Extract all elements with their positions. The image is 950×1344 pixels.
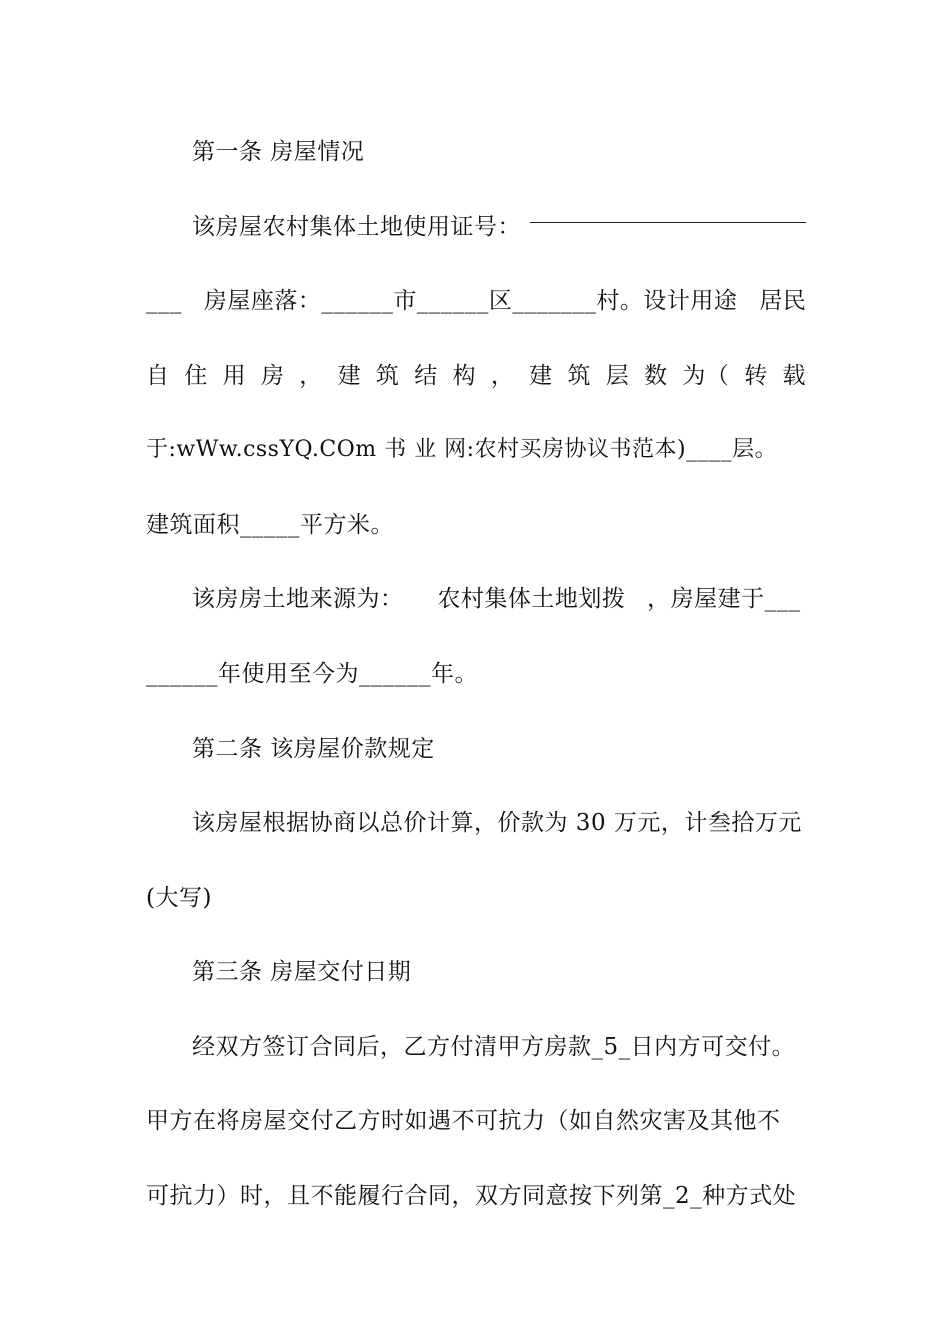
city-blank: ______ bbox=[321, 288, 394, 314]
structure-char: 层 bbox=[605, 363, 630, 389]
land-source-line bbox=[192, 584, 806, 614]
delivery-line-3: 可抗力）时，且不能履行合同，双方同意按下列第_2_种方式处 bbox=[146, 1183, 797, 1209]
built-year-blank-a: ___ bbox=[764, 586, 801, 612]
structure-char: 载 bbox=[782, 363, 806, 389]
floors-blank: ____ bbox=[686, 437, 733, 462]
cert-number-blank bbox=[530, 222, 806, 223]
floors-line bbox=[146, 435, 806, 465]
area-label: 建筑面积 bbox=[146, 512, 240, 538]
structure-char: 房 bbox=[260, 363, 285, 389]
structure-char: 数 bbox=[644, 363, 668, 389]
article2-heading: 第二条 该房屋价款规定 bbox=[192, 736, 435, 762]
structure-char: 结 bbox=[414, 363, 438, 389]
cert-number-label: 该房屋农村集体土地使用证号： bbox=[192, 214, 521, 240]
district-blank: ______ bbox=[416, 288, 489, 314]
structure-char: 为（ bbox=[682, 363, 730, 389]
use-years-label: 年使用至今为 bbox=[218, 661, 359, 687]
area-unit: 平方米。 bbox=[300, 512, 394, 538]
structure-char: 构 bbox=[452, 363, 476, 389]
land-source-value: 农村集体土地划拨 bbox=[437, 586, 626, 612]
structure-line bbox=[146, 361, 806, 391]
use-years-line bbox=[146, 659, 806, 689]
location-label: 房屋座落： bbox=[203, 288, 322, 314]
area-line bbox=[146, 510, 806, 540]
delivery-line-1: 经双方签订合同后，乙方付清甲方房款_5_日内方可交付。 bbox=[192, 1034, 796, 1060]
article1-heading: 第一条 房屋情况 bbox=[192, 139, 365, 165]
village-usage-label: 村。设计用途 bbox=[596, 288, 738, 314]
use-years-unit: 年。 bbox=[431, 661, 478, 687]
structure-char: ， bbox=[299, 363, 323, 389]
built-year-label: ，房屋建于 bbox=[647, 586, 765, 612]
city-label: 市 bbox=[393, 288, 417, 314]
area-blank: _____ bbox=[240, 512, 300, 538]
land-source-label: 该房房土地来源为： bbox=[192, 586, 404, 612]
delivery-line-2: 甲方在将房屋交付乙方时如遇不可抗力（如自然灾害及其他不 bbox=[146, 1108, 781, 1134]
price-line-2: (大写) bbox=[146, 885, 212, 911]
village-blank: _______ bbox=[512, 288, 597, 314]
structure-char: 筑 bbox=[567, 363, 591, 389]
source-note-text: 于:wWw.cssYQ.COm 书 业 网:农村买房协议书范本) bbox=[146, 437, 687, 462]
lead-blank: ___ bbox=[146, 288, 182, 314]
structure-char: 筑 bbox=[375, 363, 400, 389]
structure-char: ， bbox=[490, 363, 515, 389]
floors-unit: 层。 bbox=[732, 437, 778, 462]
location-line bbox=[146, 286, 806, 316]
structure-char: 建 bbox=[337, 363, 362, 389]
district-label: 区 bbox=[488, 288, 513, 314]
usage-value: 居民 bbox=[759, 288, 807, 314]
structure-char: 建 bbox=[529, 363, 553, 389]
structure-char: 住 bbox=[184, 363, 208, 389]
structure-char: 自 bbox=[146, 363, 170, 389]
structure-char: 转 bbox=[744, 363, 768, 389]
built-year-blank-b: ______ bbox=[146, 661, 218, 687]
use-years-blank: ______ bbox=[359, 661, 431, 687]
price-line-1: 该房屋根据协商以总价计算，价款为 30 万元，计叁拾万元 bbox=[192, 810, 802, 836]
article3-heading: 第三条 房屋交付日期 bbox=[192, 959, 412, 985]
structure-char: 用 bbox=[222, 363, 247, 389]
